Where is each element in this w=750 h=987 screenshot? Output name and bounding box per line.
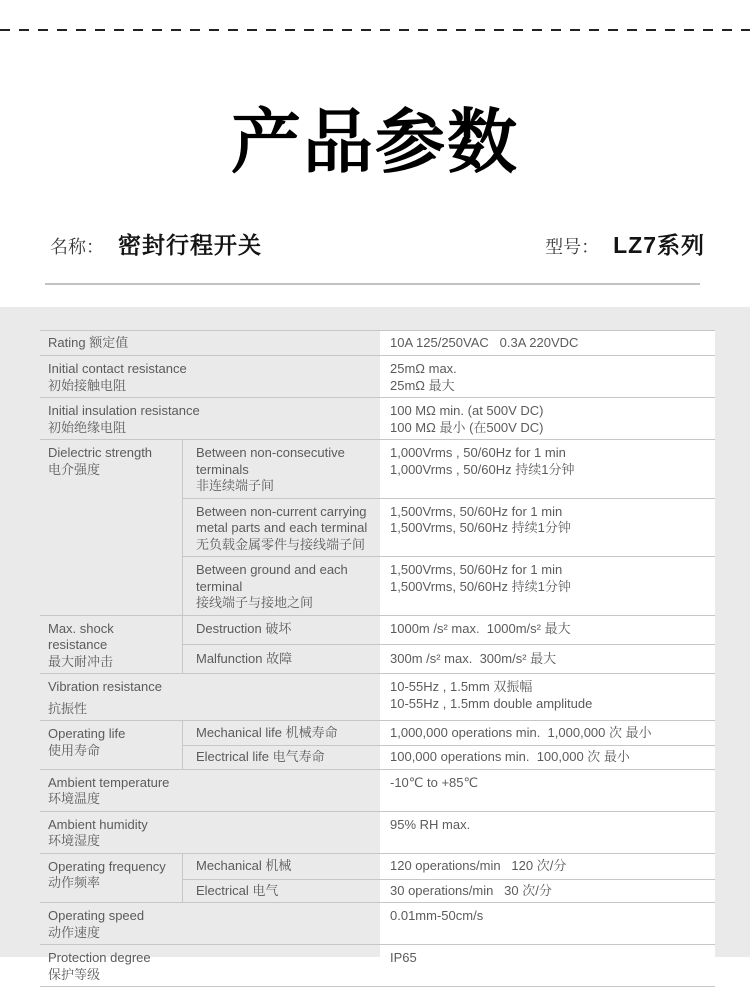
row-value: 0.01mm-50cm/s: [380, 903, 715, 944]
sub-label: Between non-current carrying metal parts and each terminal 无负载金属零件与接线端子间: [196, 503, 368, 552]
sub-row: [183, 644, 715, 673]
product-model-group: [545, 227, 705, 260]
sub-row: [183, 854, 715, 879]
sub-label: Mechanical 机械: [196, 857, 292, 873]
spec-table: [40, 330, 715, 987]
row-value: IP65: [380, 945, 715, 986]
product-model-value: LZ7系列: [613, 232, 705, 258]
sub-row: [183, 745, 715, 769]
row-value: 10-55Hz , 1.5mm 双振幅 10-55Hz , 1.5mm double amplitude: [380, 674, 715, 720]
sub-row: [183, 556, 715, 615]
table-row-dielectric-strength: [40, 439, 715, 615]
table-row-initial-contact-resistance: [40, 355, 715, 397]
sub-row: [183, 721, 715, 745]
product-name-value: 密封行程开关: [118, 232, 262, 258]
sub-label: Malfunction 故障: [196, 650, 293, 666]
sub-label: Mechanical life 机械寿命: [196, 724, 338, 740]
page-title: 产品参数: [231, 103, 519, 181]
row-value: 95% RH max.: [380, 812, 715, 853]
sub-value: 300m /s² max. 300m/s² 最大: [380, 645, 715, 673]
sub-value: 30 operations/min 30 次/分: [380, 880, 715, 903]
table-row-ambient-humidity: [40, 811, 715, 853]
row-label: Operating speed 动作速度: [48, 908, 145, 940]
sub-rows: [183, 616, 715, 674]
sub-value: 1,500Vrms, 50/60Hz for 1 min 1,500Vrms, 50/60Hz 持续1分钟: [380, 557, 715, 615]
product-model-label: 型号：: [545, 237, 600, 257]
row-label: Initial contact resistance 初始接触电阻: [48, 361, 187, 393]
row-label: Rating 额定值: [48, 334, 129, 350]
row-label: Initial insulation resistance 初始绝缘电阻: [48, 403, 200, 435]
sub-rows: [183, 440, 715, 615]
table-row-rating: [40, 330, 715, 355]
product-name-group: [50, 227, 262, 260]
row-value: 25mΩ max. 25mΩ 最大: [380, 356, 715, 397]
sub-row: [183, 879, 715, 903]
sub-value: 100,000 operations min. 100,000 次 最小: [380, 746, 715, 769]
sub-row: [183, 616, 715, 644]
row-label: Vibration resistance 抗振性: [48, 679, 162, 716]
row-value: 100 MΩ min. (at 500V DC) 100 MΩ 最小 (在500V DC): [380, 398, 715, 439]
sub-value: 120 operations/min 120 次/分: [380, 854, 715, 879]
row-value: -10℃ to +85℃: [380, 770, 715, 811]
row-label: Ambient humidity 环境湿度: [48, 816, 148, 848]
row-label: Protection degree 保护等级: [48, 950, 151, 982]
table-row-operating-frequency: [40, 853, 715, 903]
row-label: Operating frequency 动作频率: [40, 854, 183, 903]
table-row-initial-insulation-resistance: [40, 397, 715, 439]
sub-row: [183, 498, 715, 557]
sub-label: Electrical life 电气寿命: [196, 749, 325, 764]
sub-label: Between non-consecutive terminals 非连续端子间: [196, 445, 345, 493]
table-row-max-shock-resistance: [40, 615, 715, 674]
row-value: 10A 125/250VAC 0.3A 220VDC: [380, 331, 715, 355]
sub-row: [183, 440, 715, 498]
table-row-operating-life: [40, 720, 715, 769]
sub-rows: [183, 854, 715, 903]
spec-section: [0, 307, 750, 982]
row-label: Dielectric strength 电介强度: [40, 440, 183, 615]
table-row-protection-degree: [40, 944, 715, 986]
header-divider: [45, 283, 700, 285]
row-label: Operating life 使用寿命: [40, 721, 183, 769]
product-header: [50, 227, 705, 260]
sub-value: 1,000,000 operations min. 1,000,000 次 最小: [380, 721, 715, 745]
table-row-vibration-resistance: [40, 673, 715, 720]
sub-value: 1,500Vrms, 50/60Hz for 1 min 1,500Vrms, 50/60Hz 持续1分钟: [380, 499, 715, 557]
sub-label: Electrical 电气: [196, 882, 279, 898]
table-row-operating-speed: [40, 902, 715, 944]
sub-label: Between ground and each terminal 接线端子与接地之间: [196, 562, 348, 610]
sub-rows: [183, 721, 715, 769]
product-name-label: 名称：: [50, 237, 104, 257]
sub-label: Destruction 破坏: [196, 621, 292, 637]
sub-value: 1000m /s² max. 1000m/s² 最大: [380, 616, 715, 644]
table-row-ambient-temperature: [40, 769, 715, 811]
top-dashed-divider: [0, 29, 750, 31]
sub-value: 1,000Vrms , 50/60Hz for 1 min 1,000Vrms , 50/60Hz 持续1分钟: [380, 440, 715, 498]
row-label: Ambient temperature 环境温度: [48, 774, 170, 806]
row-label: Max. shock resistance 最大耐冲击: [40, 616, 183, 674]
